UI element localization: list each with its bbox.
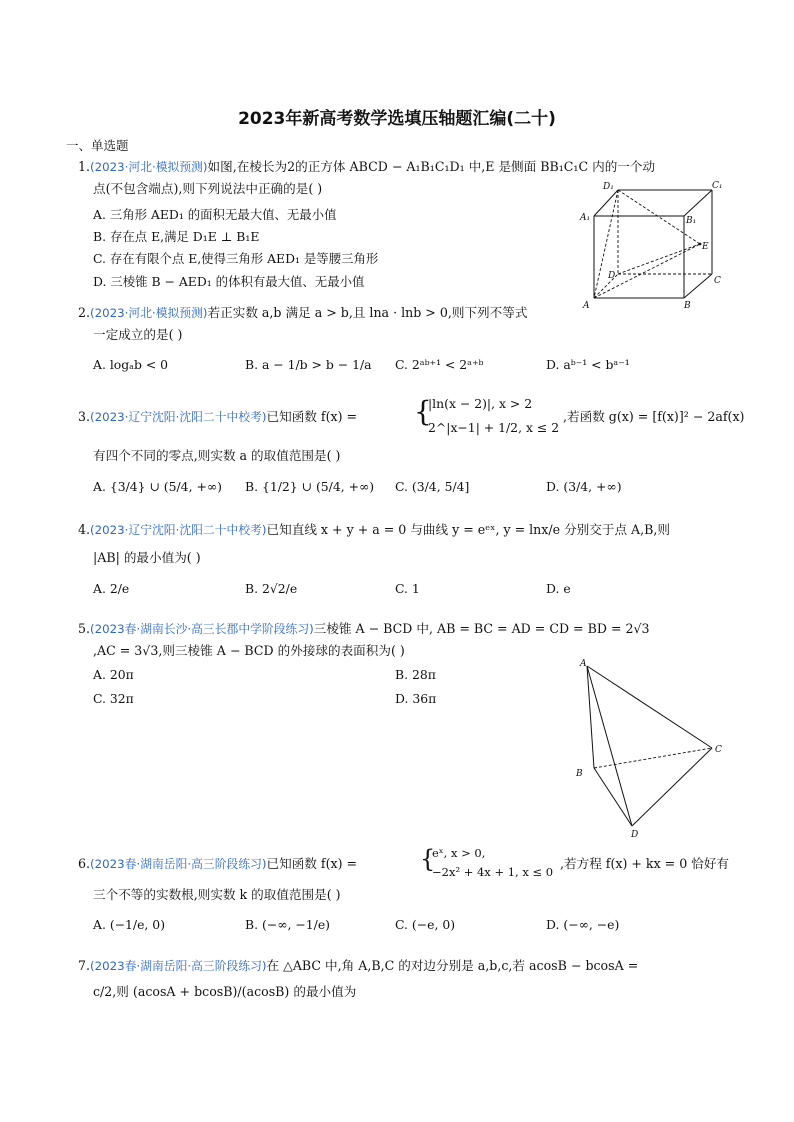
tetrahedron-figure <box>570 656 730 838</box>
question-6-line2: 三个不等的实数根,则实数 k 的取值范围是( ) <box>93 887 341 902</box>
label-b: B <box>684 301 691 311</box>
edge-bc <box>684 274 712 298</box>
question-source[interactable]: (2023春·湖南长沙·高三长郡中学阶段练习) <box>90 622 314 636</box>
label-b: B <box>576 769 583 779</box>
option-c: C. 32π <box>93 691 134 706</box>
brace-icon: { <box>414 395 432 428</box>
question-source[interactable]: (2023·辽宁沈阳·沈阳二十中校考) <box>90 523 267 537</box>
question-text: 在 △ABC 中,角 A,B,C 的对边分别是 a,b,c,若 acosB − bcosA = <box>266 958 639 973</box>
option-a: A. 三角形 AED₁ 的面积无最大值、无最小值 <box>93 207 337 222</box>
option-c: C. 存在有限个点 E,使得三角形 AED₁ 是等腰三角形 <box>93 251 379 266</box>
label-d: D <box>631 830 639 838</box>
question-7-line1 <box>78 958 638 974</box>
piecewise-case-1: |ln(x − 2)|, x > 2 <box>428 396 533 411</box>
option-c: C. (−e, 0) <box>395 917 456 932</box>
question-4-line1 <box>78 522 670 538</box>
option-b: B. (−∞, −1/e) <box>245 917 331 932</box>
option-a: A. 20π <box>93 667 134 682</box>
question-text: 已知函数 f(x) = <box>266 409 358 424</box>
option-a: A. {3/4} ∪ (5/4, +∞) <box>93 479 222 494</box>
question-text: 三棱锥 A − BCD 中, AB = BC = AD = CD = BD = 2√3 <box>313 621 650 636</box>
piecewise-case-2: −2x² + 4x + 1, x ≤ 0 <box>432 865 554 879</box>
question-text: 已知函数 f(x) = <box>266 856 358 871</box>
piecewise-case-2: 2^|x−1| + 1/2, x ≤ 2 <box>428 420 560 435</box>
option-d: D. 36π <box>395 691 437 706</box>
page-title: 2023年新高考数学选填压轴题汇编(二十) <box>238 109 556 129</box>
label-d: D <box>608 271 616 281</box>
option-d: D. (3/4, +∞) <box>546 479 622 494</box>
option-b: B. 2√2/e <box>245 581 298 596</box>
question-7-line2: c/2,则 (acosA + bcosB)/(acosB) 的最小值为 <box>93 984 357 999</box>
piecewise-case-1: eˣ, x > 0, <box>432 846 486 860</box>
edge-a1d1 <box>594 190 618 216</box>
question-source[interactable]: (2023·辽宁沈阳·沈阳二十中校考) <box>90 410 267 424</box>
segment-d1a <box>594 190 618 298</box>
question-6-line1 <box>78 856 357 872</box>
label-e: E <box>702 242 709 252</box>
question-2-line1 <box>78 305 527 321</box>
brace-icon: { <box>420 845 436 873</box>
label-a: A <box>580 659 587 669</box>
edge-ac <box>587 666 712 748</box>
edge-ab <box>587 666 594 768</box>
option-d: D. aᵇ⁻¹ < bᵃ⁻¹ <box>546 357 630 372</box>
question-number: 3. <box>78 409 91 424</box>
option-b: B. 存在点 E,满足 D₁E ⊥ B₁E <box>93 229 260 244</box>
option-a: A. 2/e <box>93 581 130 596</box>
question-text: 如图,在棱长为2的正方体 ABCD − A₁B₁C₁D₁ 中,E 是侧面 BB₁C₁C 内的一个动 <box>207 159 656 174</box>
question-number: 6. <box>78 856 91 871</box>
question-1-line1 <box>78 159 655 175</box>
question-source[interactable]: (2023春·湖南岳阳·高三阶段练习) <box>90 959 267 973</box>
option-b: B. a − 1/b > b − 1/a <box>245 357 372 372</box>
question-3-line1 <box>78 409 357 425</box>
option-a: A. logₐb < 0 <box>93 357 169 372</box>
option-b: B. 28π <box>395 667 436 682</box>
question-source[interactable]: (2023·河北·模拟预测) <box>90 160 208 174</box>
question-number: 7. <box>78 958 91 973</box>
question-3-line2: 有四个不同的零点,则实数 a 的取值范围是( ) <box>93 448 341 463</box>
label-c1: C₁ <box>712 181 723 191</box>
question-1-line2: 点(不包含端点),则下列说法中正确的是( ) <box>93 181 323 196</box>
question-source[interactable]: (2023春·湖南岳阳·高三阶段练习) <box>90 857 267 871</box>
edge-ad <box>587 666 632 826</box>
question-number: 2. <box>78 305 91 320</box>
label-c: C <box>715 745 722 755</box>
question-number: 5. <box>78 621 91 636</box>
question-2-line2: 一定成立的是( ) <box>93 327 183 342</box>
question-3-post: ,若函数 g(x) = [f(x)]² − 2af(x) <box>563 409 745 424</box>
section-heading: 一、单选题 <box>66 138 129 153</box>
question-6-post: ,若方程 f(x) + kx = 0 恰好有 <box>560 856 730 871</box>
option-d: D. e <box>546 581 571 596</box>
option-c: C. (3/4, 5/4] <box>395 479 470 494</box>
question-number: 1. <box>78 159 91 174</box>
question-text: 已知直线 x + y + a = 0 与曲线 y = eᵉˣ, y = lnx/e 分别交于点 A,B,则 <box>266 522 670 537</box>
option-d: D. (−∞, −e) <box>546 917 620 932</box>
label-c: C <box>714 276 721 286</box>
cube-figure <box>578 176 726 314</box>
edge-b1c1 <box>684 190 712 216</box>
question-5-line2: ,AC = 3√3,则三棱锥 A − BCD 的外接球的表面积为( ) <box>93 643 405 658</box>
option-d: D. 三棱锥 B − AED₁ 的体积有最大值、无最小值 <box>93 274 365 289</box>
label-b1: B₁ <box>686 216 697 226</box>
question-4-line2: |AB| 的最小值为( ) <box>93 550 201 565</box>
label-d1: D₁ <box>603 182 614 192</box>
option-c: C. 2ᵃᵇ⁺¹ < 2ᵃ⁺ᵇ <box>395 357 484 372</box>
question-number: 4. <box>78 522 91 537</box>
question-text: 若正实数 a,b 满足 a > b,且 lna · lnb > 0,则下列不等式 <box>207 305 528 320</box>
question-source[interactable]: (2023·河北·模拟预测) <box>90 306 208 320</box>
label-a1: A₁ <box>580 213 591 223</box>
point-e <box>699 243 702 246</box>
option-b: B. {1/2} ∪ (5/4, +∞) <box>245 479 375 494</box>
question-5-line1 <box>78 621 650 637</box>
label-a: A <box>583 301 590 311</box>
edge-bd <box>594 768 632 826</box>
option-a: A. (−1/e, 0) <box>93 917 166 932</box>
segment-de <box>618 244 700 274</box>
option-c: C. 1 <box>395 581 420 596</box>
